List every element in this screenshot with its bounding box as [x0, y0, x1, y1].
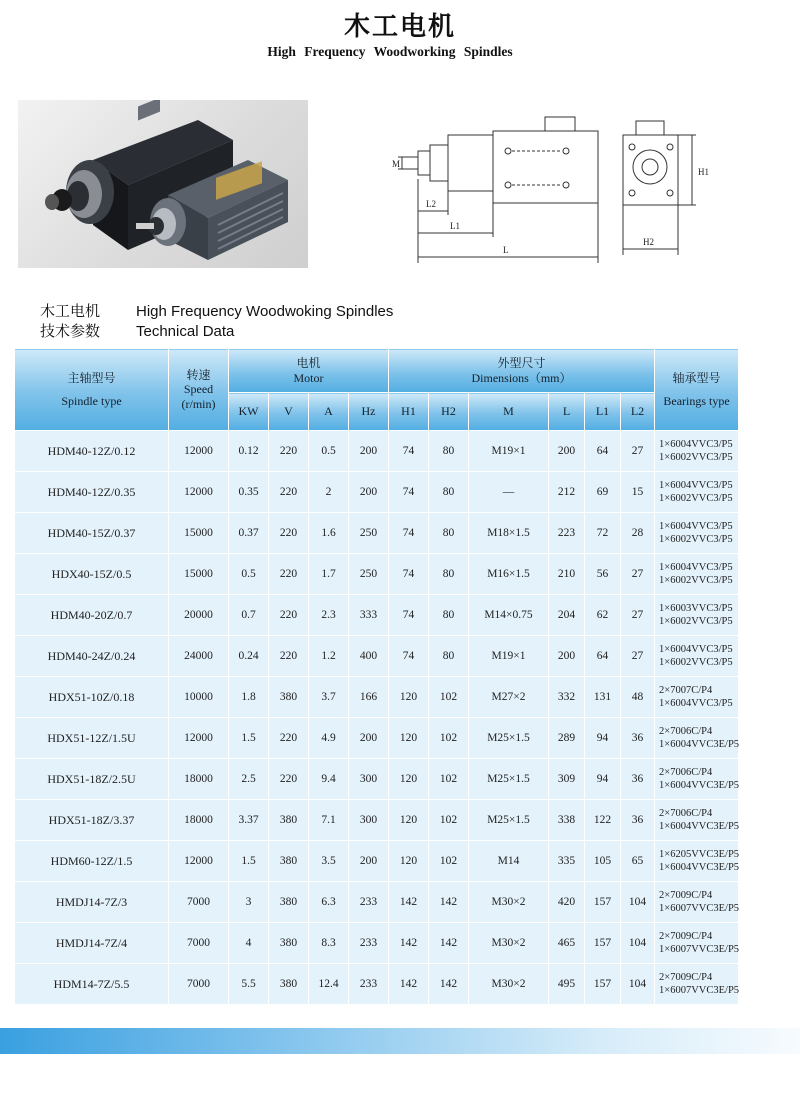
spindle-photo [18, 100, 308, 268]
table-row [15, 554, 739, 595]
header-kw: KW [229, 393, 269, 431]
table-cell: 27 [621, 636, 655, 677]
table-cell: 80 [429, 513, 469, 554]
table-cell: 380 [269, 964, 309, 1005]
table-cell: 20000 [169, 595, 229, 636]
table-cell: 4 [229, 923, 269, 964]
table-cell: 131 [585, 677, 621, 718]
bearing-line: 1×6004VVC3/P5 [659, 479, 733, 491]
table-cell: 120 [389, 841, 429, 882]
spindle-type-cell: HDX51-18Z/2.5U [15, 759, 169, 800]
table-cell: M18×1.5 [469, 513, 549, 554]
bearing-line: 1×6004VVC3/P5 [659, 438, 733, 450]
table-cell: 233 [349, 882, 389, 923]
table-cell: 380 [269, 882, 309, 923]
table-cell: 102 [429, 677, 469, 718]
table-cell: M16×1.5 [469, 554, 549, 595]
section-heading-1: 木工电机 High Frequency Woodwoking Spindles [40, 302, 394, 320]
bearings-cell [655, 923, 739, 964]
table-cell: 80 [429, 472, 469, 513]
bearings-cell [655, 841, 739, 882]
table-cell: M30×2 [469, 923, 549, 964]
table-cell: 27 [621, 595, 655, 636]
spindle-type-cell: HMDJ14-7Z/3 [15, 882, 169, 923]
header-h2: H2 [429, 393, 469, 431]
table-cell: 233 [349, 923, 389, 964]
bearings-cell [655, 636, 739, 677]
spindle-type-cell: HMDJ14-7Z/4 [15, 923, 169, 964]
table-cell: 157 [585, 882, 621, 923]
table-cell: 3 [229, 882, 269, 923]
bearings-cell [655, 472, 739, 513]
table-cell: 12000 [169, 841, 229, 882]
table-cell: 142 [429, 882, 469, 923]
table-cell: 200 [549, 431, 585, 472]
table-cell: 0.12 [229, 431, 269, 472]
table-cell: 120 [389, 759, 429, 800]
page-title-cn: 木工电机 [343, 12, 456, 42]
table-cell: M30×2 [469, 964, 549, 1005]
table-row [15, 431, 739, 472]
table-cell: 142 [389, 964, 429, 1005]
table-cell: M14 [469, 841, 549, 882]
spindle-type-cell: HDM40-12Z/0.35 [15, 472, 169, 513]
header-speed: 转速 Speed (r/min) [169, 349, 229, 431]
bearings-cell [655, 595, 739, 636]
table-row [15, 636, 739, 677]
table-cell: 220 [269, 513, 309, 554]
table-row [15, 841, 739, 882]
section-heading-2: 技术参数 Technical Data [40, 322, 235, 340]
table-cell: 220 [269, 554, 309, 595]
table-cell: 380 [269, 841, 309, 882]
table-cell: 15000 [169, 554, 229, 595]
header-l: L [549, 393, 585, 431]
bearings-cell [655, 554, 739, 595]
table-cell: 104 [621, 882, 655, 923]
table-cell: 220 [269, 595, 309, 636]
table-cell: 2.3 [309, 595, 349, 636]
drawing-label-h1: H1 [698, 167, 709, 177]
bearings-cell [655, 800, 739, 841]
table-cell: 7000 [169, 923, 229, 964]
table-cell: 7000 [169, 882, 229, 923]
table-cell: 9.4 [309, 759, 349, 800]
bearing-line: 2×7007C/P4 [659, 684, 713, 696]
bearing-line: 1×6003VVC3/P5 [659, 602, 733, 614]
table-cell: 3.7 [309, 677, 349, 718]
table-cell: 18000 [169, 800, 229, 841]
table-cell: 56 [585, 554, 621, 595]
table-cell: M14×0.75 [469, 595, 549, 636]
bearing-line: 2×7009C/P4 [659, 930, 713, 942]
table-cell: 465 [549, 923, 585, 964]
bearing-line: 1×6205VVC3E/P5 [659, 848, 740, 860]
table-cell: 4.9 [309, 718, 349, 759]
table-cell: 15000 [169, 513, 229, 554]
bearing-line: 1×6004VVC3E/P5 [659, 821, 740, 832]
table-cell: 74 [389, 472, 429, 513]
table-cell: 223 [549, 513, 585, 554]
table-cell: 335 [549, 841, 585, 882]
table-cell: 157 [585, 964, 621, 1005]
table-cell: 15 [621, 472, 655, 513]
spindle-type-cell: HDM40-12Z/0.12 [15, 431, 169, 472]
bearings-cell [655, 759, 739, 800]
table-cell: 27 [621, 554, 655, 595]
spindle-type-cell: HDM40-20Z/0.7 [15, 595, 169, 636]
table-cell: 5.5 [229, 964, 269, 1005]
table-cell: 74 [389, 431, 429, 472]
table-cell: M19×1 [469, 636, 549, 677]
table-cell: 220 [269, 431, 309, 472]
table-cell: 1.2 [309, 636, 349, 677]
drawing-label-l1: L1 [450, 221, 460, 231]
table-cell: 8.3 [309, 923, 349, 964]
table-cell: 142 [429, 964, 469, 1005]
bearing-line: 1×6002VVC3/P5 [659, 493, 733, 504]
table-row [15, 759, 739, 800]
table-cell: 2 [309, 472, 349, 513]
table-cell: M25×1.5 [469, 718, 549, 759]
table-cell: 380 [269, 677, 309, 718]
table-cell: 204 [549, 595, 585, 636]
table-cell: 0.37 [229, 513, 269, 554]
table-cell: 120 [389, 677, 429, 718]
header-m: M [469, 393, 549, 431]
table-cell: 200 [349, 431, 389, 472]
table-cell: 142 [389, 923, 429, 964]
bearing-line: 2×7006C/P4 [659, 766, 713, 778]
table-cell: 3.5 [309, 841, 349, 882]
table-cell: 48 [621, 677, 655, 718]
table-cell: 62 [585, 595, 621, 636]
bearing-line: 1×6004VVC3/P5 [659, 520, 733, 532]
spindle-type-cell: HDM40-24Z/0.24 [15, 636, 169, 677]
header-v: V [269, 393, 309, 431]
table-cell: 142 [389, 882, 429, 923]
footer-bar [0, 1028, 800, 1054]
table-cell: 7.1 [309, 800, 349, 841]
table-cell: 120 [389, 800, 429, 841]
table-cell: 102 [429, 759, 469, 800]
table-cell: 12.4 [309, 964, 349, 1005]
header-hz: Hz [349, 393, 389, 431]
table-cell: 420 [549, 882, 585, 923]
table-cell: 309 [549, 759, 585, 800]
spindle-type-cell: HDX51-10Z/0.18 [15, 677, 169, 718]
table-cell: 1.6 [309, 513, 349, 554]
table-cell: 24000 [169, 636, 229, 677]
table-cell: 74 [389, 636, 429, 677]
table-cell: 36 [621, 718, 655, 759]
table-cell: 3.37 [229, 800, 269, 841]
table-cell: 27 [621, 431, 655, 472]
table-cell: 122 [585, 800, 621, 841]
table-row [15, 513, 739, 554]
table-row [15, 472, 739, 513]
bearings-cell [655, 677, 739, 718]
table-cell: 300 [349, 759, 389, 800]
table-cell: 28 [621, 513, 655, 554]
table-cell: 250 [349, 554, 389, 595]
bearing-line: 2×7009C/P4 [659, 889, 713, 901]
table-cell: 332 [549, 677, 585, 718]
bearings-cell [655, 513, 739, 554]
table-cell: M25×1.5 [469, 759, 549, 800]
drawing-label-l: L [503, 245, 509, 255]
table-cell: 220 [269, 759, 309, 800]
drawing-label-h2: H2 [643, 237, 654, 247]
table-cell: 94 [585, 759, 621, 800]
bearing-line: 2×7006C/P4 [659, 807, 713, 819]
table-cell: 157 [585, 923, 621, 964]
table-cell: 36 [621, 759, 655, 800]
header-motor: 电机 Motor [229, 349, 389, 393]
table-row [15, 595, 739, 636]
bearing-line: 1×6007VVC3E/P5 [659, 944, 740, 955]
table-row [15, 964, 739, 1005]
bearing-line: 1×6002VVC3/P5 [659, 534, 733, 545]
table-cell: 142 [429, 923, 469, 964]
page-title-en: High Frequency Woodworking Spindles [267, 44, 513, 59]
table-cell: 74 [389, 513, 429, 554]
table-cell: 333 [349, 595, 389, 636]
header-spindle: 主轴型号 Spindle type [15, 349, 169, 431]
bearing-line: 1×6002VVC3/P5 [659, 616, 733, 627]
header-l1: L1 [585, 393, 621, 431]
table-row [15, 718, 739, 759]
spindle-type-cell: HDX51-12Z/1.5U [15, 718, 169, 759]
table-cell: 102 [429, 800, 469, 841]
dimension-drawing [388, 105, 718, 265]
header-bearings: 轴承型号 Bearings type [655, 349, 739, 431]
table-cell: 338 [549, 800, 585, 841]
table-cell: 105 [585, 841, 621, 882]
table-cell: 10000 [169, 677, 229, 718]
header-l2: L2 [621, 393, 655, 431]
table-cell: 166 [349, 677, 389, 718]
spec-table [14, 348, 739, 1005]
table-cell: 0.5 [229, 554, 269, 595]
table-cell: 6.3 [309, 882, 349, 923]
table-cell: 80 [429, 595, 469, 636]
table-cell: 220 [269, 472, 309, 513]
bearing-line: 1×6004VVC3E/P5 [659, 780, 740, 791]
table-cell: 69 [585, 472, 621, 513]
bearing-line: 2×7006C/P4 [659, 725, 713, 737]
table-row [15, 677, 739, 718]
table-cell: 300 [349, 800, 389, 841]
table-cell: 1.7 [309, 554, 349, 595]
table-cell: M19×1 [469, 431, 549, 472]
bearing-line: 1×6007VVC3E/P5 [659, 985, 740, 996]
table-cell: 210 [549, 554, 585, 595]
table-cell: 380 [269, 923, 309, 964]
table-cell: 250 [349, 513, 389, 554]
bearing-line: 1×6004VVC3/P5 [659, 643, 733, 655]
table-row [15, 800, 739, 841]
bearing-line: 1×6002VVC3/P5 [659, 657, 733, 668]
table-cell: M30×2 [469, 882, 549, 923]
table-row [15, 923, 739, 964]
table-cell: 80 [429, 636, 469, 677]
bearings-cell [655, 882, 739, 923]
table-cell: 380 [269, 800, 309, 841]
bearing-line: 1×6004VVC3E/P5 [659, 739, 740, 750]
table-cell: 0.24 [229, 636, 269, 677]
table-cell: 220 [269, 718, 309, 759]
table-cell: 1.5 [229, 841, 269, 882]
table-cell: 12000 [169, 718, 229, 759]
table-cell: M25×1.5 [469, 800, 549, 841]
header-dimensions: 外型尺寸 Dimensions（mm） [389, 349, 655, 393]
table-cell: M27×2 [469, 677, 549, 718]
bearing-line: 1×6004VVC3E/P5 [659, 862, 740, 873]
bearing-line: 1×6007VVC3E/P5 [659, 903, 740, 914]
table-cell: 104 [621, 964, 655, 1005]
bearing-line: 1×6002VVC3/P5 [659, 575, 733, 586]
table-cell: — [469, 472, 549, 513]
table-cell: 18000 [169, 759, 229, 800]
table-cell: 200 [349, 472, 389, 513]
table-cell: 0.5 [309, 431, 349, 472]
table-cell: 1.5 [229, 718, 269, 759]
table-cell: 233 [349, 964, 389, 1005]
table-cell: 200 [349, 841, 389, 882]
drawing-label-m: M [392, 159, 401, 169]
bearings-cell [655, 431, 739, 472]
bearing-line: 1×6004VVC3/P5 [659, 561, 733, 573]
table-cell: 7000 [169, 964, 229, 1005]
bearing-line: 1×6004VVC3/P5 [659, 698, 733, 709]
table-cell: 104 [621, 923, 655, 964]
table-cell: 220 [269, 636, 309, 677]
table-cell: 80 [429, 431, 469, 472]
drawing-label-l2: L2 [426, 199, 436, 209]
bearing-line: 1×6002VVC3/P5 [659, 452, 733, 463]
table-cell: 400 [349, 636, 389, 677]
table-cell: 102 [429, 841, 469, 882]
table-cell: 102 [429, 718, 469, 759]
header-a: A [309, 393, 349, 431]
bearings-cell [655, 718, 739, 759]
table-cell: 200 [549, 636, 585, 677]
table-cell: 200 [349, 718, 389, 759]
table-cell: 289 [549, 718, 585, 759]
table-cell: 36 [621, 800, 655, 841]
table-cell: 74 [389, 554, 429, 595]
spindle-type-cell: HDX40-15Z/0.5 [15, 554, 169, 595]
bearings-cell [655, 964, 739, 1005]
table-cell: 65 [621, 841, 655, 882]
table-cell: 64 [585, 636, 621, 677]
table-cell: 120 [389, 718, 429, 759]
spindle-type-cell: HDM40-15Z/0.37 [15, 513, 169, 554]
bearing-line: 2×7009C/P4 [659, 971, 713, 983]
spindle-type-cell: HDM14-7Z/5.5 [15, 964, 169, 1005]
table-row [15, 882, 739, 923]
table-cell: 94 [585, 718, 621, 759]
table-cell: 12000 [169, 472, 229, 513]
table-cell: 212 [549, 472, 585, 513]
table-cell: 1.8 [229, 677, 269, 718]
table-cell: 0.35 [229, 472, 269, 513]
header-h1: H1 [389, 393, 429, 431]
table-cell: 74 [389, 595, 429, 636]
spindle-type-cell: HDX51-18Z/3.37 [15, 800, 169, 841]
table-cell: 64 [585, 431, 621, 472]
table-cell: 72 [585, 513, 621, 554]
table-cell: 12000 [169, 431, 229, 472]
table-cell: 2.5 [229, 759, 269, 800]
table-cell: 495 [549, 964, 585, 1005]
table-cell: 80 [429, 554, 469, 595]
spindle-type-cell: HDM60-12Z/1.5 [15, 841, 169, 882]
table-cell: 0.7 [229, 595, 269, 636]
